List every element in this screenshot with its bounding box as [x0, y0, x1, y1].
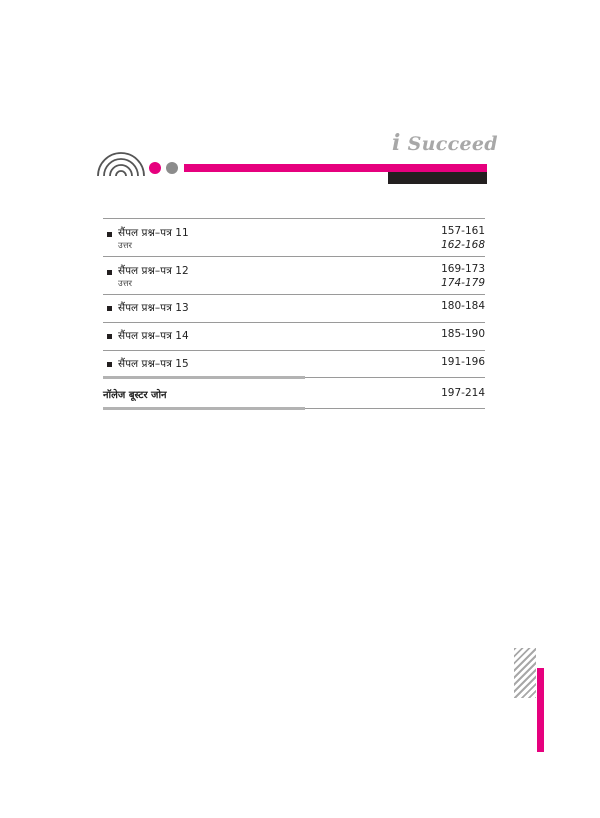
toc-answer-label: उत्तर: [118, 279, 133, 289]
bullet-icon: [107, 362, 112, 367]
side-accent-bar: [537, 668, 544, 752]
section-divider: [103, 407, 305, 410]
row-divider: [305, 408, 485, 409]
toc-row[interactable]: [103, 294, 485, 322]
header-dark-bar: [388, 172, 487, 184]
section-divider: [103, 376, 305, 379]
pink-dot: [149, 162, 161, 174]
toc-answer-pages: 174-179: [441, 277, 485, 289]
logo-text: Succeed: [407, 133, 498, 155]
toc-page-range: 180-184: [441, 300, 485, 312]
concentric-arcs-icon: [95, 148, 147, 178]
toc-entry-title: सैंपल प्रश्न–पत्र 11: [118, 227, 189, 239]
bullet-icon: [107, 232, 112, 237]
row-divider: [305, 377, 485, 378]
hatch-pattern: [514, 648, 536, 698]
toc-entry-title: सैंपल प्रश्न–पत्र 12: [118, 265, 189, 277]
toc-row[interactable]: [103, 350, 485, 379]
toc-page-range: 169-173: [441, 263, 485, 275]
table-of-contents: [103, 218, 485, 379]
knowledge-booster-pages: 197-214: [441, 387, 485, 399]
toc-page-range: 157-161: [441, 225, 485, 237]
brand-logo: [392, 130, 498, 156]
bullet-icon: [107, 306, 112, 311]
knowledge-booster-title[interactable]: नॉलेज बूस्टर जोन: [103, 390, 167, 401]
toc-row[interactable]: [103, 322, 485, 350]
header-accent-bar: [184, 164, 487, 172]
toc-answer-label: उत्तर: [118, 241, 133, 251]
toc-page-range: 185-190: [441, 328, 485, 340]
bullet-icon: [107, 334, 112, 339]
toc-row[interactable]: [103, 256, 485, 294]
logo-prefix: i: [392, 130, 401, 156]
grey-dot: [166, 162, 178, 174]
toc-entry-title: सैंपल प्रश्न–पत्र 13: [118, 302, 189, 314]
toc-answer-pages: 162-168: [441, 239, 485, 251]
bullet-icon: [107, 270, 112, 275]
toc-entry-title: सैंपल प्रश्न–पत्र 14: [118, 330, 189, 342]
toc-page-range: 191-196: [441, 356, 485, 368]
toc-row[interactable]: [103, 218, 485, 256]
toc-entry-title: सैंपल प्रश्न–पत्र 15: [118, 358, 189, 370]
